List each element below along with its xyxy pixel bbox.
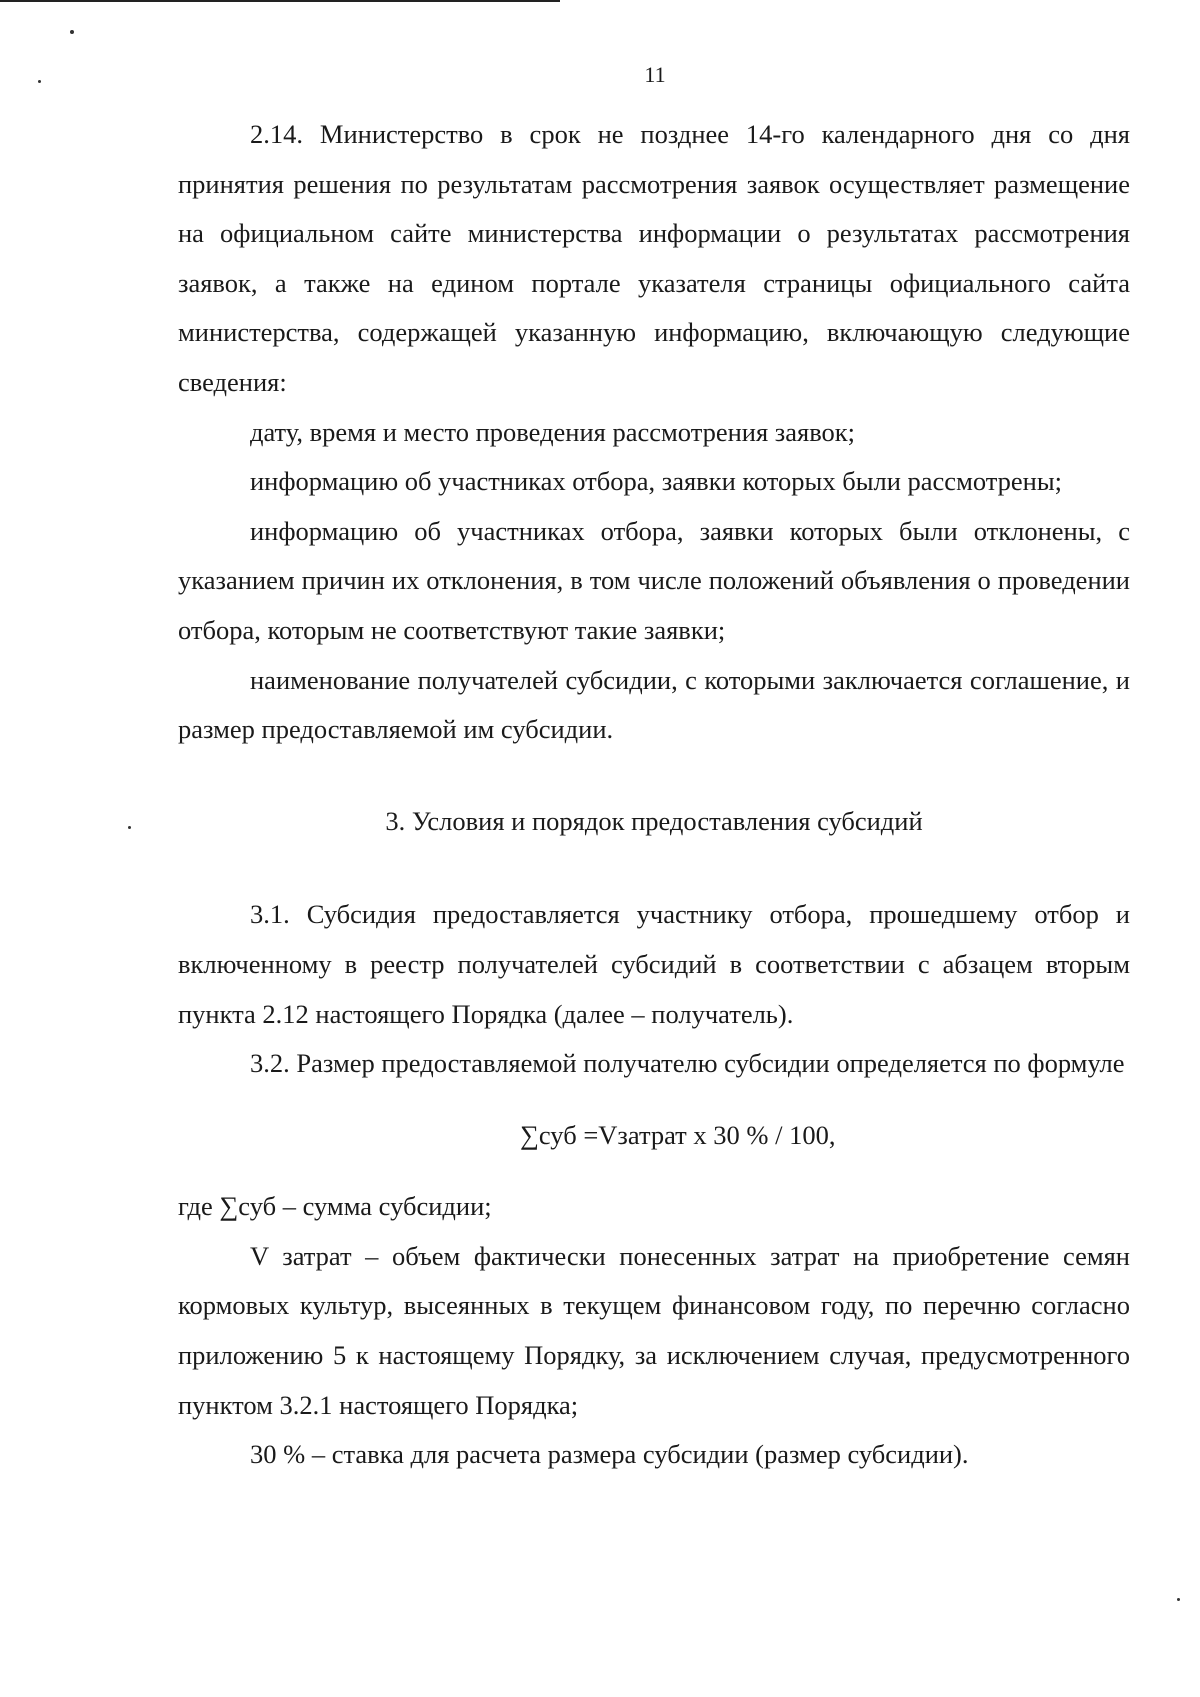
document-body	[178, 110, 1130, 1480]
scan-speck	[128, 826, 131, 829]
section-heading: 3. Условия и порядок предоставления субсидий	[385, 805, 923, 836]
list-item-date: дату, время и место проведения рассмотрения заявок;	[250, 416, 856, 447]
list-item-reviewed: информацию об участниках отбора, заявки которых были рассмотрены;	[250, 466, 1063, 497]
paragraph-3-1: 3.1. Субсидия предоставляется участнику отбора, прошедшему отбор и включенному в реестр получателей субсидий в соответствии с абзацем вторым пункта 2.12 настоящего Порядка (далее – получатель).	[178, 899, 1130, 1029]
paragraph-2-14: 2.14. Министерство в срок не позднее 14-го календарного дня со дня принятия решения по результатам рассмотрения заявок осуществляет размещение на официальном сайте министерства информации о результатах рассмотрения заявок, а также на едином портале указателя страницы официального сайта министерства, содержащей указанную информацию, включающую следующие сведения:	[178, 119, 1130, 397]
list-item-recipients: наименование получателей субсидии, с которыми заключается соглашение, и размер предоставляемой им субсидии.	[178, 664, 1130, 745]
page-number: 11	[644, 62, 666, 87]
scan-speck	[70, 30, 74, 34]
formula-definition-sum: где ∑суб – сумма субсидии;	[178, 1191, 492, 1222]
formula-definition-costs: V затрат – объем фактически понесенных затрат на приобретение семян кормовых культур, высеянных в текущем финансовом году, по перечню согласно приложению 5 к настоящему Порядку, за исключением случая, предусмотренного пунктом 3.2.1 настоящего Порядка;	[178, 1240, 1130, 1420]
formula-definition-rate: 30 % – ставка для расчета размера субсидии (размер субсидии).	[250, 1439, 969, 1470]
scan-top-edge-line	[0, 0, 560, 2]
list-item-rejected: информацию об участниках отбора, заявки которых были отклонены, с указанием причин их отклонения, в том числе положений объявления о проведении отбора, которым не соответствуют такие заявки;	[178, 515, 1130, 645]
paragraph-3-2: 3.2. Размер предоставляемой получателю субсидии определяется по формуле	[250, 1048, 1125, 1079]
subsidy-formula: ∑суб =Vзатрат х 30 % / 100,	[520, 1119, 836, 1150]
scan-speck	[1177, 1598, 1180, 1601]
